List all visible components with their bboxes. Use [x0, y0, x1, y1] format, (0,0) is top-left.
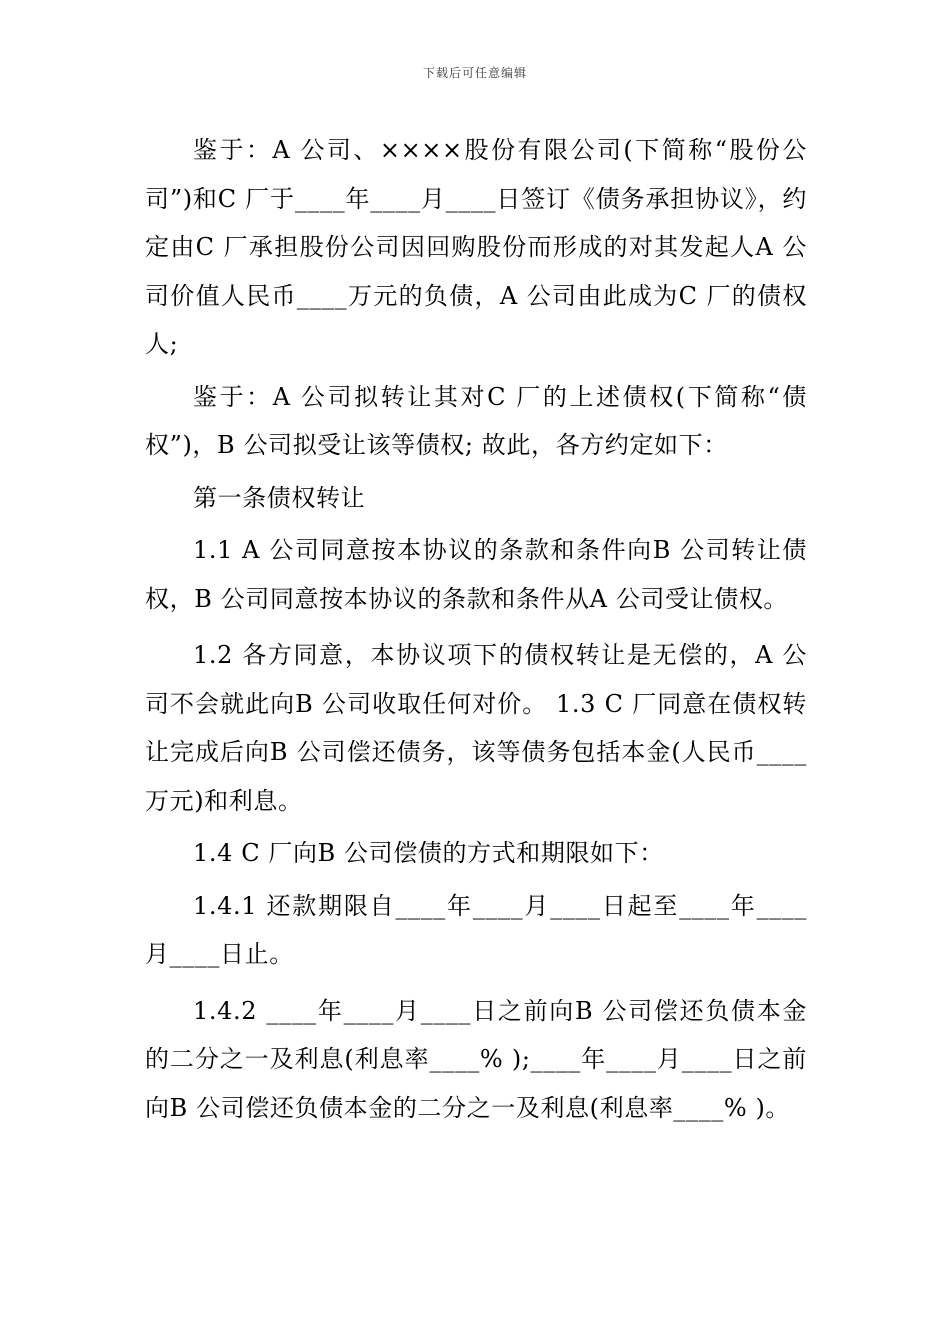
clause-1-1: 1.1 A 公司同意按本协议的条款和条件向B 公司转让债权，B 公司同意按本协议的条款和条件从A 公司受让债权。 — [145, 536, 807, 613]
page-header-note: 下载后可任意编辑 — [422, 66, 527, 80]
clause-1-4-1: 1.4.1 还款期限自____年____月____日起至____年____月____日止。 — [145, 891, 807, 968]
section-heading-article-1: 第一条债权转让 — [193, 483, 366, 512]
paragraph-recital-1: 鉴于：A 公司、××××股份有限公司(下简称“股份公司”)和C 厂于____年____月____日签订《债务承担协议》，约定由C 厂承担股份公司因回购股份而形成的对其发起人A 公司价值人民币____万元的负债，A 公司由此成为C 厂的债权人; — [145, 136, 807, 358]
clause-1-4: 1.4 C 厂向B 公司偿债的方式和期限如下： — [193, 839, 664, 867]
clause-1-2-and-1-3: 1.2 各方同意，本协议项下的债权转让是无偿的，A 公司不会就此向B 公司收取任何对价。 1.3 C 厂同意在债权转让完成后向B 公司偿还债务，该等债务包括本金(人民币____万元)和利息。 — [145, 641, 807, 815]
paragraph-recital-2: 鉴于：A 公司拟转让其对C 厂的上述债权(下简称“债权”)，B 公司拟受让该等债权; 故此，各方约定如下： — [145, 382, 807, 459]
clause-1-4-2: 1.4.2 ____年____月____日之前向B 公司偿还负债本金的二分之一及利息(利息率____% );____年____月____日之前向B 公司偿还负债本金的二分之一及利息(利息率____% )。 — [145, 996, 807, 1122]
document-body — [145, 126, 807, 1132]
